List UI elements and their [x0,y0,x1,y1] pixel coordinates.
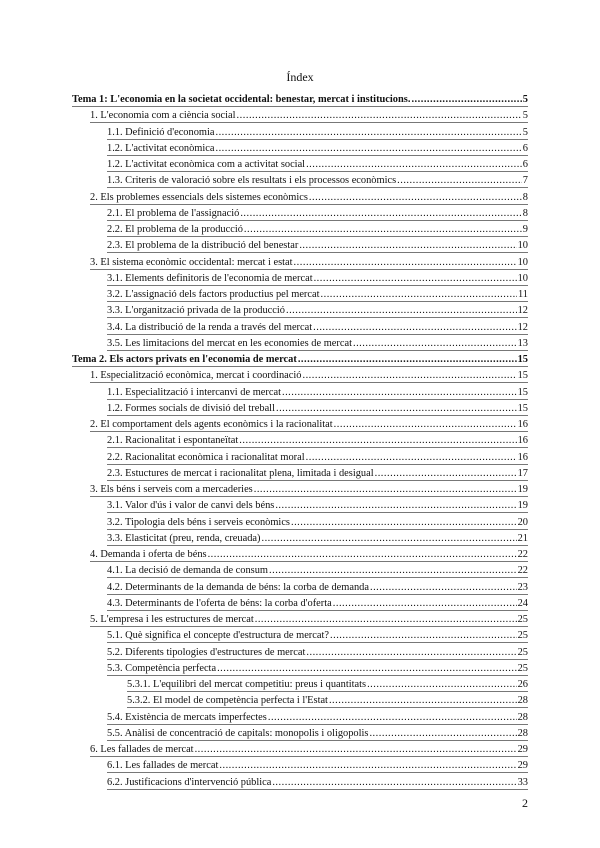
toc-entry-title: 2.1. Racionalitat i espontaneïtat [107,435,239,447]
toc-entry-page: 7 [522,175,528,187]
toc-entry-page: 16 [517,451,528,463]
toc-entry-title: 4.2. Determinants de la demanda de béns: la corba de demanda [107,581,369,593]
toc-entry-title: 5. L'empresa i les estructures de mercat [90,614,254,625]
dot-leader [237,109,522,123]
toc-entry[interactable] [107,286,528,302]
toc-entry-page: 15 [517,386,528,398]
dot-leader [314,272,517,286]
toc-entry-title: 2.2. El problema de la producció [107,224,243,235]
toc-entry-page: 15 [517,402,528,414]
toc-entry-page: 28 [517,695,528,707]
toc-entry[interactable] [107,270,528,286]
toc-entry[interactable] [90,481,528,497]
dot-leader [254,483,517,497]
toc-entry[interactable] [107,579,528,595]
toc-entry-title: Tema 1: L'economia en la societat occidental: benestar, mercat i institucions. [72,94,411,105]
dot-leader [411,93,521,107]
toc-entry-page: 28 [517,711,528,723]
dot-leader [334,418,517,432]
toc-entry[interactable] [90,254,528,270]
toc-entry-title: 3.4. La distribució de la renda a través del mercat [107,321,313,333]
toc-entry-title: 2. El comportament dels agents econòmics i la racionalitat [90,419,333,430]
dot-leader [217,662,517,676]
dot-leader [255,613,517,627]
toc-entry[interactable] [107,221,528,237]
toc-entry[interactable] [107,465,528,481]
toc-entry[interactable] [107,595,528,611]
toc-entry[interactable] [90,741,528,757]
dot-leader [276,402,517,416]
toc-entry[interactable] [90,107,528,123]
toc-entry-title: 5.2. Diferents tipologies d'estructures de mercat [107,646,306,658]
toc-entry-title: 2.1. El problema de l'assignació [107,207,240,219]
toc-entry-page: 22 [517,549,528,560]
toc-entry-page: 24 [517,597,528,609]
dot-leader [286,304,517,318]
toc-entry-page: 25 [517,614,528,625]
toc-entry[interactable] [107,124,528,140]
page-number: 2 [522,796,528,810]
dot-leader [208,548,517,562]
toc-entry-page: 33 [517,776,528,788]
toc-entry-page: 5 [522,126,528,138]
dot-leader [306,451,517,465]
toc-entry[interactable] [90,367,528,383]
toc-entry[interactable] [107,140,528,156]
dot-leader [240,207,521,221]
toc-entry-page: 16 [517,419,528,430]
toc-entry-title: 2.2. Racionalitat econòmica i racionalitat moral [107,451,305,463]
toc-entry[interactable] [107,156,528,172]
toc-entry-page: 25 [517,662,528,674]
dot-leader [215,142,521,156]
toc-entry-title: 3.3. Elasticitat (preu, renda, creuada) [107,532,261,544]
toc-entry-title: 5.5. Anàlisi de concentració de capitals: monopolis i oligopolis [107,727,369,739]
toc-entry[interactable] [107,774,528,790]
dot-leader [215,126,521,140]
toc-entry-page: 25 [517,630,528,642]
toc-entry-page: 5 [522,110,528,122]
toc-entry[interactable] [90,189,528,205]
toc-entry[interactable] [107,384,528,400]
toc-chapter-entry[interactable] [72,91,528,107]
dot-leader [269,564,517,578]
dot-leader [261,532,516,546]
toc-entry-title: 3.3. L'organització privada de la producció [107,305,285,317]
dot-leader [353,337,517,351]
toc-entry-page: 19 [517,500,528,512]
dot-leader [219,759,516,773]
toc-entry-title: Tema 2. Els actors privats en l'economia de mercat [72,354,297,365]
toc-entry-page: 25 [517,646,528,658]
toc-chapter-entry[interactable] [72,351,528,367]
toc-entry-title: 1. Especialització econòmica, mercat i coordinació [90,370,302,382]
toc-entry[interactable] [107,237,528,253]
toc-entry[interactable] [107,205,528,221]
dot-leader [306,646,516,660]
toc-entry-title: 1.1. Especialització i intercanvi de mercat [107,386,281,398]
dot-leader [272,776,516,790]
toc-entry-page: 19 [517,484,528,495]
toc-entry[interactable] [107,449,528,465]
toc-entry-page: 13 [517,337,528,349]
dot-leader [294,256,517,270]
entry-underline [107,789,528,790]
dot-leader [370,581,517,595]
toc-entry-page: 15 [517,370,528,382]
toc-entry-page: 5 [522,94,528,105]
toc-entry[interactable] [107,514,528,530]
toc-entry-title: 1. L'economia com a ciència social [90,110,236,122]
toc-entry-page: 10 [517,272,528,284]
toc-entry-title: 1.3. Criteris de valoració sobre els resultats i els processos econòmics [107,175,397,187]
toc-entry[interactable] [107,400,528,416]
toc-entry-title: 6.1. Les fallades de mercat [107,760,219,772]
toc-entry[interactable] [107,530,528,546]
toc-entry[interactable] [107,562,528,578]
toc-entry-page: 12 [517,321,528,333]
toc-entry-title: 3.2. L'assignació dels factors productius pel mercat [107,289,320,300]
toc-entry-title: 4.1. La decisió de demanda de consum [107,565,269,577]
toc-entry-page: 6 [522,142,528,154]
toc-entry-page: 10 [517,256,528,268]
dot-leader [321,288,517,302]
toc-entry[interactable] [90,546,528,562]
toc-entry[interactable] [107,709,528,725]
dot-leader [268,711,517,725]
toc-entry-page: 17 [517,467,528,479]
dot-leader [367,678,517,692]
toc-entry-page: 21 [517,532,528,544]
dot-leader [299,239,516,253]
toc-entry-page: 16 [517,435,528,447]
toc-entry-title: 6. Les fallades de mercat [90,744,194,755]
dot-leader [329,694,517,708]
toc-entry-page: 20 [517,516,528,528]
dot-leader [275,499,516,513]
toc-entry-title: 3.1. Elements definitoris de l'economia de mercat [107,272,313,284]
toc-entry-title: 5.3.2. El model de competència perfecta i l'Estat [127,695,328,707]
toc-entry-page: 15 [517,354,528,365]
toc-entry-title: 3.2. Tipologia dels béns i serveis econòmics [107,516,290,528]
dot-leader [195,743,517,757]
toc-entry[interactable] [107,302,528,318]
toc-entry-page: 9 [522,224,528,235]
toc-entry-page: 22 [517,565,528,577]
toc-entry-title: 3.1. Valor d'ús i valor de canvi dels béns [107,500,275,512]
dot-leader [282,386,517,400]
dot-leader [375,467,517,481]
toc-entry-page: 10 [517,240,528,252]
toc-entry-page: 8 [522,191,528,203]
toc-entry-title: 3. Els béns i serveis com a mercaderies [90,484,253,495]
toc-entry[interactable] [90,611,528,627]
toc-entry[interactable] [107,432,528,448]
toc-entry[interactable] [107,497,528,513]
toc-entry[interactable] [107,660,528,676]
toc-entry-page: 12 [517,305,528,317]
toc-entry-title: 5.3. Competència perfecta [107,662,217,674]
toc-entry-page: 29 [517,744,528,755]
toc-entry[interactable] [107,725,528,741]
toc-entry[interactable] [107,627,528,643]
page-title: Índex [286,70,314,84]
dot-leader [306,158,522,172]
toc-entry-title: 1.2. L'activitat econòmica com a activitat social [107,159,306,170]
dot-leader [397,174,522,188]
toc-entry[interactable] [127,692,528,708]
dot-leader [291,516,517,530]
toc-entry[interactable] [127,676,528,692]
toc-entry-title: 4. Demanda i oferta de béns [90,549,207,560]
toc-entry-title: 2. Els problemes essencials dels sistemes econòmics [90,191,308,203]
toc-entry-title: 5.3.1. L'equilibri del mercat competitiu: preus i quantitats [127,679,367,690]
dot-leader [239,434,516,448]
dot-leader [313,321,516,335]
toc-entry-page: 8 [522,207,528,219]
toc-entry-title: 1.2. L'activitat econòmica [107,142,215,154]
toc-entry-title: 5.4. Existència de mercats imperfectes [107,711,267,723]
toc-entry-title: 6.2. Justificacions d'intervenció pública [107,776,272,788]
toc-entry-title: 1.2. Formes socials de divisió del treball [107,402,275,414]
dot-leader [330,629,517,643]
toc-entry-page: 23 [517,581,528,593]
toc-entry-page: 28 [517,727,528,739]
dot-leader [369,727,516,741]
toc-entry-page: 6 [522,159,528,170]
toc-entry-page: 26 [517,679,528,690]
toc-entry-title: 2.3. Estuctures de mercat i racionalitat plena, limitada i desigual [107,467,374,479]
dot-leader [298,353,517,367]
toc-entry-title: 2.3. El problema de la distribució del benestar [107,240,299,252]
toc-entry-page: 11 [517,289,528,300]
toc-entry-title: 4.3. Determinants de l'oferta de béns: la corba d'oferta [107,597,332,609]
toc-entry-page: 29 [517,760,528,772]
dot-leader [302,369,516,383]
toc-entry-title: 5.1. Què significa el concepte d'estructura de mercat? [107,630,329,642]
dot-leader [333,597,517,611]
toc-entry[interactable] [90,416,528,432]
dot-leader [244,223,522,237]
toc-entry[interactable] [107,644,528,660]
toc-entry-title: 1.1. Definició d'economia [107,126,215,138]
dot-leader [309,191,522,205]
toc-entry-title: 3. El sistema econòmic occidental: mercat i estat [90,256,293,268]
toc-entry-title: 3.5. Les limitacions del mercat en les economies de mercat [107,337,352,349]
toc-entry[interactable] [107,757,528,773]
toc-entry[interactable] [107,172,528,188]
toc-entry[interactable] [107,335,528,351]
toc-entry[interactable] [107,319,528,335]
